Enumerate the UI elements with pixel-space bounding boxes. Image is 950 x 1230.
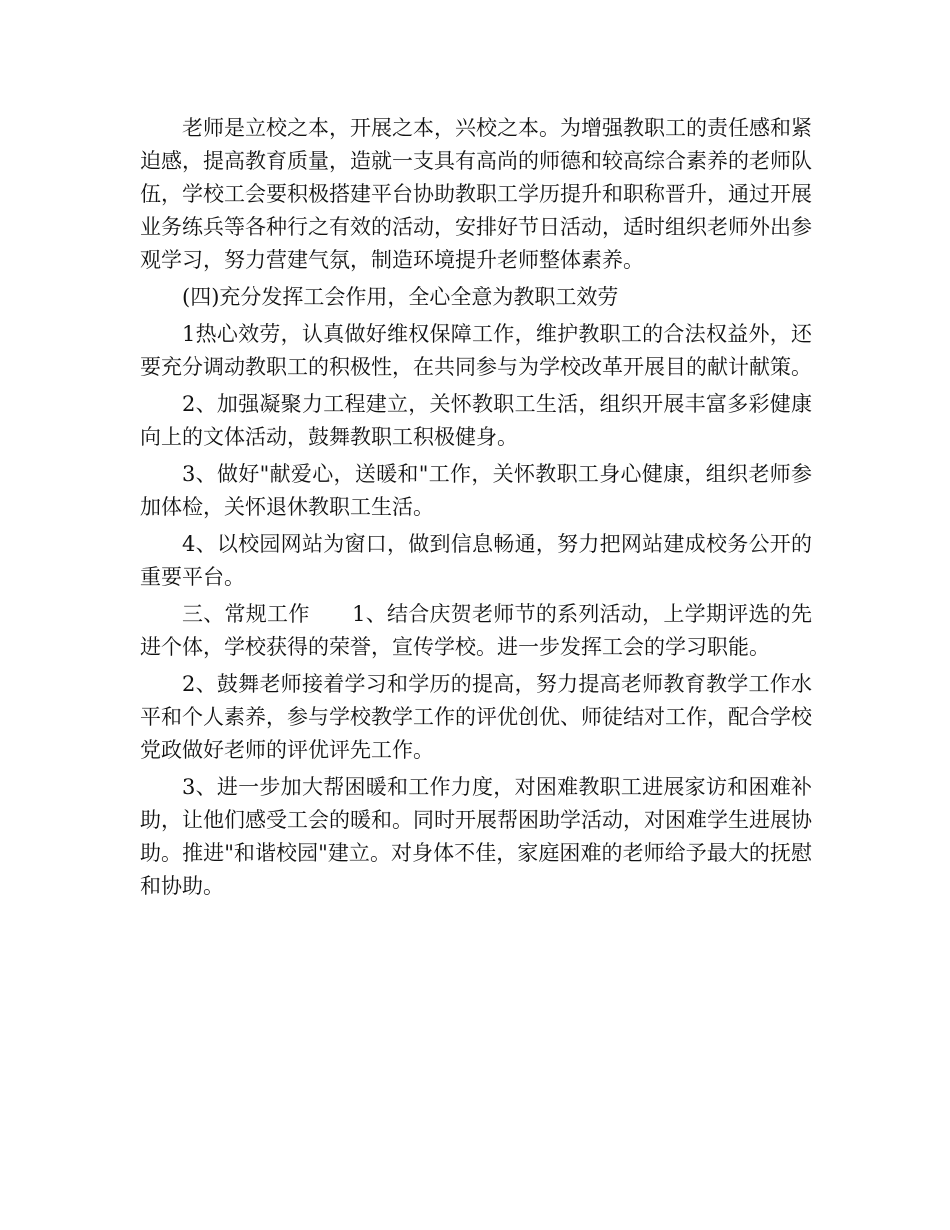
paragraph-item-1: 1热心效劳，认真做好维权保障工作，维护教职工的合法权益外，还要充分调动教职工的积极性，在共同参与为学校改革开展目的献计献策。 — [140, 322, 812, 379]
paragraph-routine-work-3: 3、进一步加大帮困暖和工作力度，对困难教职工进展家访和困难补助，让他们感受工会的暖和。同时开展帮困助学活动，对困难学生进展协助。推进"和谐校园"建立。对身体不佳，家庭困难的老师给予最大的抚慰和协助。 — [140, 775, 812, 898]
paragraph-item-2: 2、加强凝聚力工程建立，关怀教职工生活，组织开展丰富多彩健康向上的文体活动，鼓舞教职工积极健身。 — [140, 392, 812, 449]
paragraph-teacher-quality: 老师是立校之本，开展之本，兴校之本。为增强教职工的责任感和紧迫感，提高教育质量，造就一支具有高尚的师德和较高综合素养的老师队伍，学校工会要积极搭建平台协助教职工学历提升和职称晋升，通过开展业务练兵等各种行之有效的活动，安排好节日活动，适时组织老师外出参观学习，努力营建气氛，制造环境提升老师整体素养。 — [140, 116, 812, 272]
paragraph-routine-work-1: 三、常规工作 1、结合庆贺老师节的系列活动，上学期评选的先进个体，学校获得的荣誉，宣传学校。进一步发挥工会的学习职能。 — [140, 602, 812, 659]
section-heading-4: (四)充分发挥工会作用，全心全意为教职工效劳 — [182, 285, 619, 309]
paragraph-item-3: 3、做好"献爱心，送暖和"工作，关怀教职工身心健康，组织老师参加体检，关怀退休教职工生活。 — [140, 462, 812, 519]
document-page — [140, 112, 812, 907]
paragraph-item-4: 4、以校园网站为窗口，做到信息畅通，努力把网站建成校务公开的重要平台。 — [140, 532, 812, 589]
paragraph-routine-work-2: 2、鼓舞老师接着学习和学历的提高，努力提高老师教育教学工作水平和个人素养，参与学校教学工作的评优创优、师徒结对工作，配合学校党政做好老师的评优评先工作。 — [140, 672, 812, 762]
